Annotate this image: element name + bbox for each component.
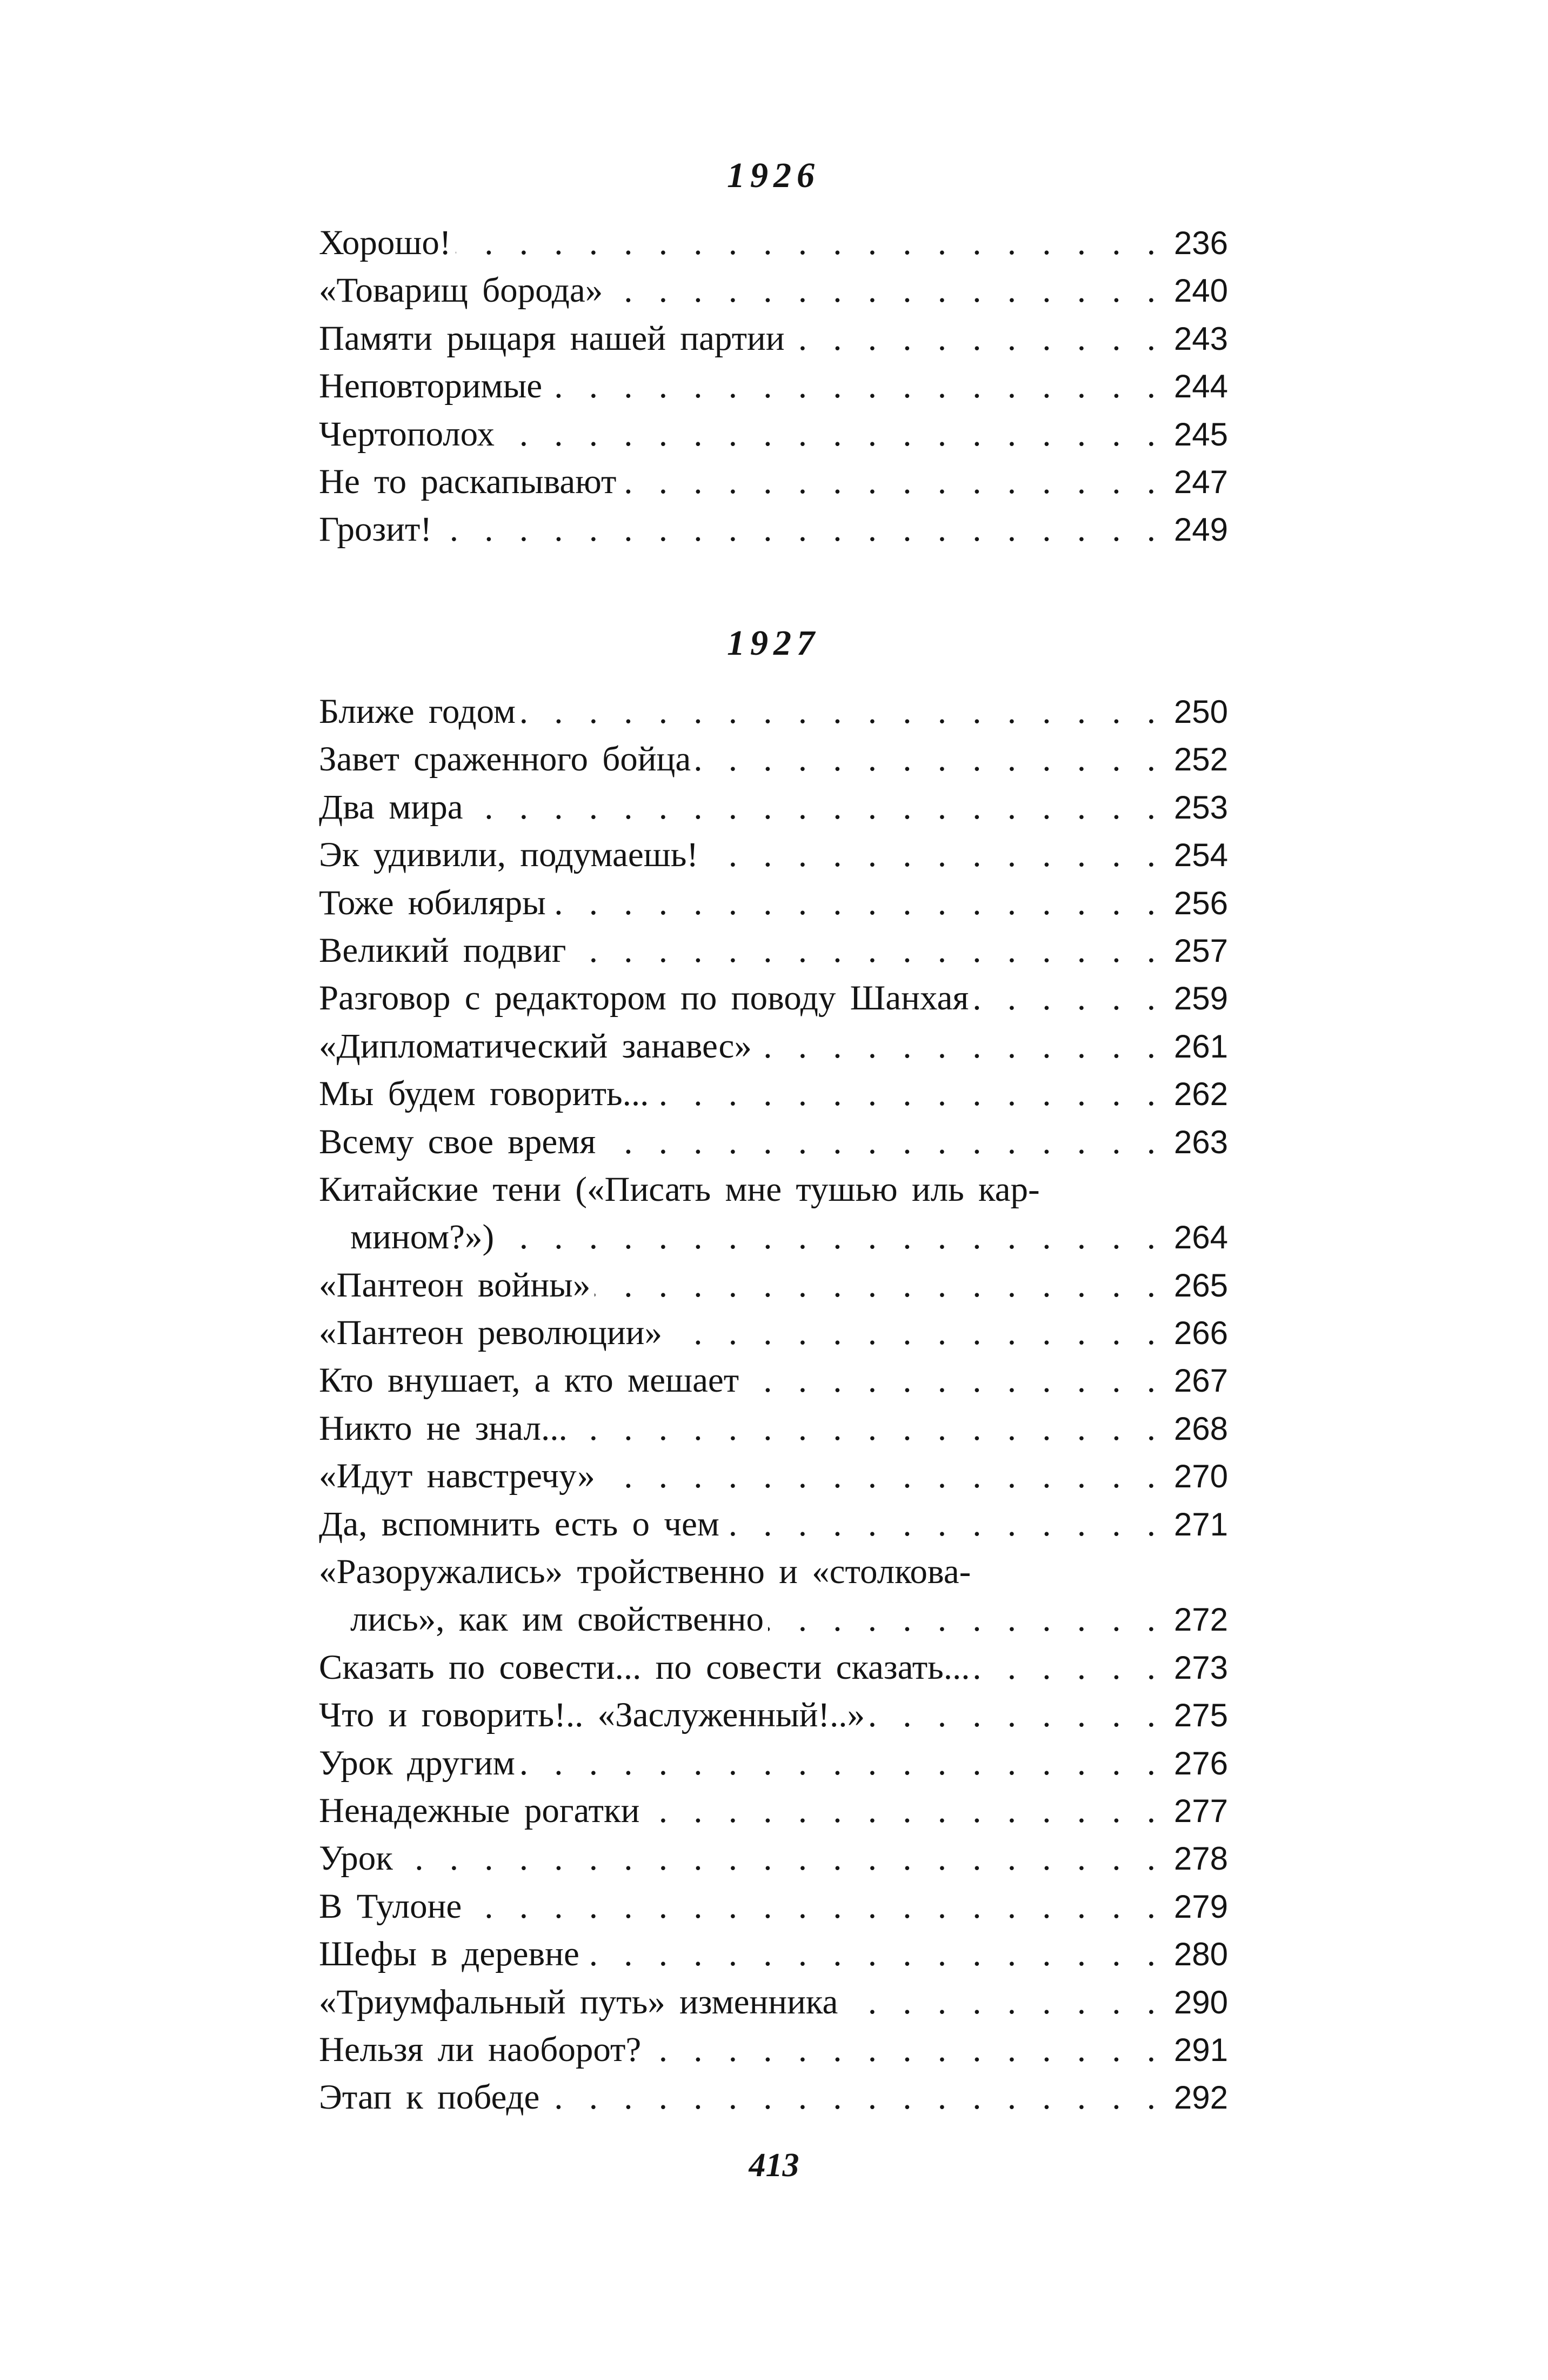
- toc-entry: [319, 410, 1228, 458]
- toc-entry-page: 291: [1173, 2031, 1228, 2068]
- dot-leader: [756, 1022, 1164, 1070]
- toc-entry-page: 280: [1173, 1936, 1228, 1973]
- toc-entry-title: «Дипломатический занавес»: [319, 1026, 752, 1066]
- toc-entry-title-continued: лись», как им свойственно: [350, 1600, 764, 1639]
- toc-entry-page: 262: [1173, 1076, 1228, 1113]
- toc-entry-title: Всему свое время: [319, 1122, 596, 1161]
- toc-entry: [319, 1261, 1228, 1309]
- dot-leader: [499, 410, 1164, 458]
- toc-entry: [319, 315, 1228, 362]
- toc-entry: [319, 1500, 1228, 1548]
- dot-leader: [768, 1595, 1164, 1643]
- toc-entry-page: 256: [1173, 885, 1228, 921]
- toc-entry-title: Нельзя ли наоборот?: [319, 2030, 642, 2069]
- toc-entry: [319, 1691, 1228, 1739]
- toc-entry: [319, 1452, 1228, 1500]
- toc-entry-title: Никто не знал...: [319, 1408, 568, 1448]
- toc-entry: [319, 735, 1228, 783]
- toc-entry: [319, 879, 1228, 927]
- toc-entry: [319, 362, 1228, 410]
- toc-entry-title: Хорошо!: [319, 223, 451, 262]
- dot-leader: [456, 219, 1164, 267]
- toc-entry-title: Шефы в деревне: [319, 1934, 579, 1974]
- dot-leader: [584, 1930, 1164, 1978]
- toc-entry-title: «Идут навстречу»: [319, 1457, 595, 1496]
- toc-entry-page: 272: [1173, 1601, 1228, 1638]
- toc-entry-page: 243: [1173, 320, 1228, 357]
- toc-entry-title: Мы будем говорить...: [319, 1074, 649, 1114]
- toc-entry-title: Завет сраженного бойца: [319, 740, 691, 779]
- dot-leader: [842, 1978, 1164, 2026]
- toc-entry: [319, 1309, 1228, 1357]
- dot-leader: [599, 1452, 1164, 1500]
- toc-entry-title: Великий подвиг: [319, 930, 566, 970]
- toc-entry-title: «Пантеон революции»: [319, 1313, 662, 1353]
- toc-entry: [319, 927, 1228, 974]
- toc-entry-page: 277: [1173, 1792, 1228, 1829]
- dot-leader: [620, 458, 1164, 506]
- toc-entry: [319, 1644, 1228, 1691]
- toc-entry-title: Китайские тени («Писать мне тушью иль кар-: [319, 1169, 1040, 1209]
- dot-leader: [520, 688, 1164, 735]
- dot-leader: [600, 1118, 1164, 1166]
- toc-entry-page: 268: [1173, 1410, 1228, 1447]
- toc-entry-title: Грозит!: [319, 510, 432, 549]
- toc-entry-title: Неповторимые: [319, 367, 543, 406]
- toc-entry-page: 265: [1173, 1267, 1228, 1304]
- section-1926-entries: [319, 219, 1228, 554]
- toc-entry-title: Два мира: [319, 787, 463, 827]
- toc-entry-page: 245: [1173, 416, 1228, 453]
- dot-leader: [695, 735, 1164, 783]
- toc-entry-page: 266: [1173, 1315, 1228, 1352]
- dot-leader: [645, 2026, 1164, 2073]
- toc-entry-title: Памяти рыцаря нашей партии: [319, 318, 785, 358]
- dot-leader: [550, 879, 1164, 927]
- toc-entry: [319, 1883, 1228, 1930]
- toc-entry-first-line: [319, 1166, 1228, 1213]
- toc-entry-title: Урок другим: [319, 1743, 515, 1783]
- toc-entry-title: Сказать по совести... по совести сказать...: [319, 1647, 970, 1687]
- dot-leader: [468, 783, 1164, 831]
- toc-entry-page: 263: [1173, 1123, 1228, 1160]
- toc-entry-title: Урок: [319, 1839, 393, 1878]
- toc-entry-page: 273: [1173, 1649, 1228, 1686]
- toc-entry-page: 278: [1173, 1840, 1228, 1877]
- toc-entry: [319, 1739, 1228, 1787]
- toc-entry: [319, 1022, 1228, 1070]
- section-1927-entries: [319, 688, 1228, 2122]
- toc-entry-page: 270: [1173, 1458, 1228, 1495]
- toc-entry: [319, 831, 1228, 879]
- toc-entry-title: Ненадежные рогатки: [319, 1791, 640, 1830]
- dot-leader: [397, 1834, 1164, 1882]
- toc-entry-continuation: [319, 1213, 1228, 1261]
- toc-entry-page: 240: [1173, 272, 1228, 309]
- toc-entry-page: 247: [1173, 463, 1228, 500]
- toc-entry-title: Что и говорить!.. «Заслуженный!..»: [319, 1696, 865, 1735]
- toc-entry-page: 290: [1173, 1984, 1228, 2020]
- toc-entry: [319, 2026, 1228, 2073]
- toc-entry-continuation: [319, 1595, 1228, 1643]
- toc-entry-title: Ближе годом: [319, 692, 516, 731]
- dot-leader: [570, 927, 1164, 974]
- toc-entry-title: Эк удивили, подумаешь!: [319, 835, 699, 875]
- toc-entry-title-continued: мином?»): [350, 1218, 495, 1257]
- dot-leader: [666, 1309, 1164, 1357]
- toc-entry-page: 261: [1173, 1028, 1228, 1065]
- toc-entry-page: 253: [1173, 789, 1228, 826]
- toc-entry: [319, 267, 1228, 314]
- dot-leader: [466, 1883, 1164, 1930]
- toc-entry-page: 259: [1173, 980, 1228, 1017]
- toc-entry: [319, 2073, 1228, 2121]
- dot-leader: [869, 1691, 1164, 1739]
- dot-leader: [544, 2073, 1164, 2121]
- toc-entry: [319, 219, 1228, 267]
- toc-entry-title: Да, вспомнить есть о чем: [319, 1504, 719, 1544]
- toc-entry-page: 271: [1173, 1506, 1228, 1543]
- toc-entry-title: Этап к победе: [319, 2078, 540, 2117]
- section-year-heading: 1926: [727, 156, 820, 195]
- dot-leader: [498, 1213, 1164, 1261]
- toc-entry-first-line: [319, 1548, 1228, 1595]
- toc-entry-page: 276: [1173, 1745, 1228, 1781]
- toc-entry-page: 264: [1173, 1219, 1228, 1256]
- dot-leader: [644, 1787, 1164, 1834]
- toc-entry-page: 250: [1173, 694, 1228, 730]
- dot-leader: [519, 1739, 1164, 1787]
- page-number: 413: [749, 2147, 799, 2184]
- toc-entry-page: 244: [1173, 368, 1228, 405]
- dot-leader: [653, 1070, 1164, 1118]
- toc-entry: [319, 1405, 1228, 1452]
- toc-entry-title: «Товарищ борода»: [319, 271, 603, 310]
- toc-entry-page: 275: [1173, 1697, 1228, 1734]
- toc-entry-title: Тоже юбиляры: [319, 883, 546, 922]
- toc-entry-page: 252: [1173, 741, 1228, 778]
- toc-entry-page: 279: [1173, 1888, 1228, 1925]
- toc-entry-title: «Пантеон войны»: [319, 1265, 591, 1305]
- toc-entry: [319, 974, 1228, 1022]
- dot-leader: [595, 1261, 1164, 1309]
- toc-entry: [319, 1118, 1228, 1166]
- toc-entry: [319, 1357, 1228, 1404]
- toc-entry: [319, 783, 1228, 831]
- dot-leader: [436, 506, 1164, 553]
- dot-leader: [546, 362, 1164, 410]
- toc-entry-title: Чертополох: [319, 414, 495, 454]
- toc-entry-page: 267: [1173, 1362, 1228, 1399]
- toc-entry-page: 292: [1173, 2079, 1228, 2116]
- toc-entry-page: 249: [1173, 511, 1228, 548]
- dot-leader: [973, 974, 1164, 1022]
- dot-leader: [703, 831, 1164, 879]
- toc-entry-page: 257: [1173, 932, 1228, 969]
- dot-leader: [572, 1405, 1164, 1452]
- toc-entry-title: «Разоружались» тройственно и «столкова-: [319, 1552, 971, 1592]
- dot-leader: [789, 315, 1164, 362]
- dot-leader: [975, 1644, 1164, 1691]
- section-year-heading: 1927: [727, 623, 820, 663]
- toc-entry-title: «Триумфальный путь» изменника: [319, 1982, 838, 2022]
- toc-entry: [319, 458, 1228, 506]
- toc-entry: [319, 1978, 1228, 2026]
- toc-entry: [319, 1834, 1228, 1882]
- dot-leader: [724, 1500, 1164, 1548]
- toc-entry: [319, 1930, 1228, 1978]
- dot-leader: [743, 1357, 1164, 1404]
- toc-entry: [319, 1787, 1228, 1834]
- toc-entry-title: Кто внушает, а кто мешает: [319, 1361, 739, 1400]
- toc-entry: [319, 688, 1228, 735]
- toc-entry: [319, 1070, 1228, 1118]
- toc-entry-title: Не то раскапывают: [319, 462, 617, 501]
- toc-entry: [319, 506, 1228, 553]
- toc-entry-page: 236: [1173, 225, 1228, 261]
- toc-entry-title: В Тулоне: [319, 1886, 462, 1926]
- toc-entry-title: Разговор с редактором по поводу Шанхая: [319, 979, 969, 1018]
- toc-entry-page: 254: [1173, 837, 1228, 874]
- dot-leader: [607, 267, 1164, 314]
